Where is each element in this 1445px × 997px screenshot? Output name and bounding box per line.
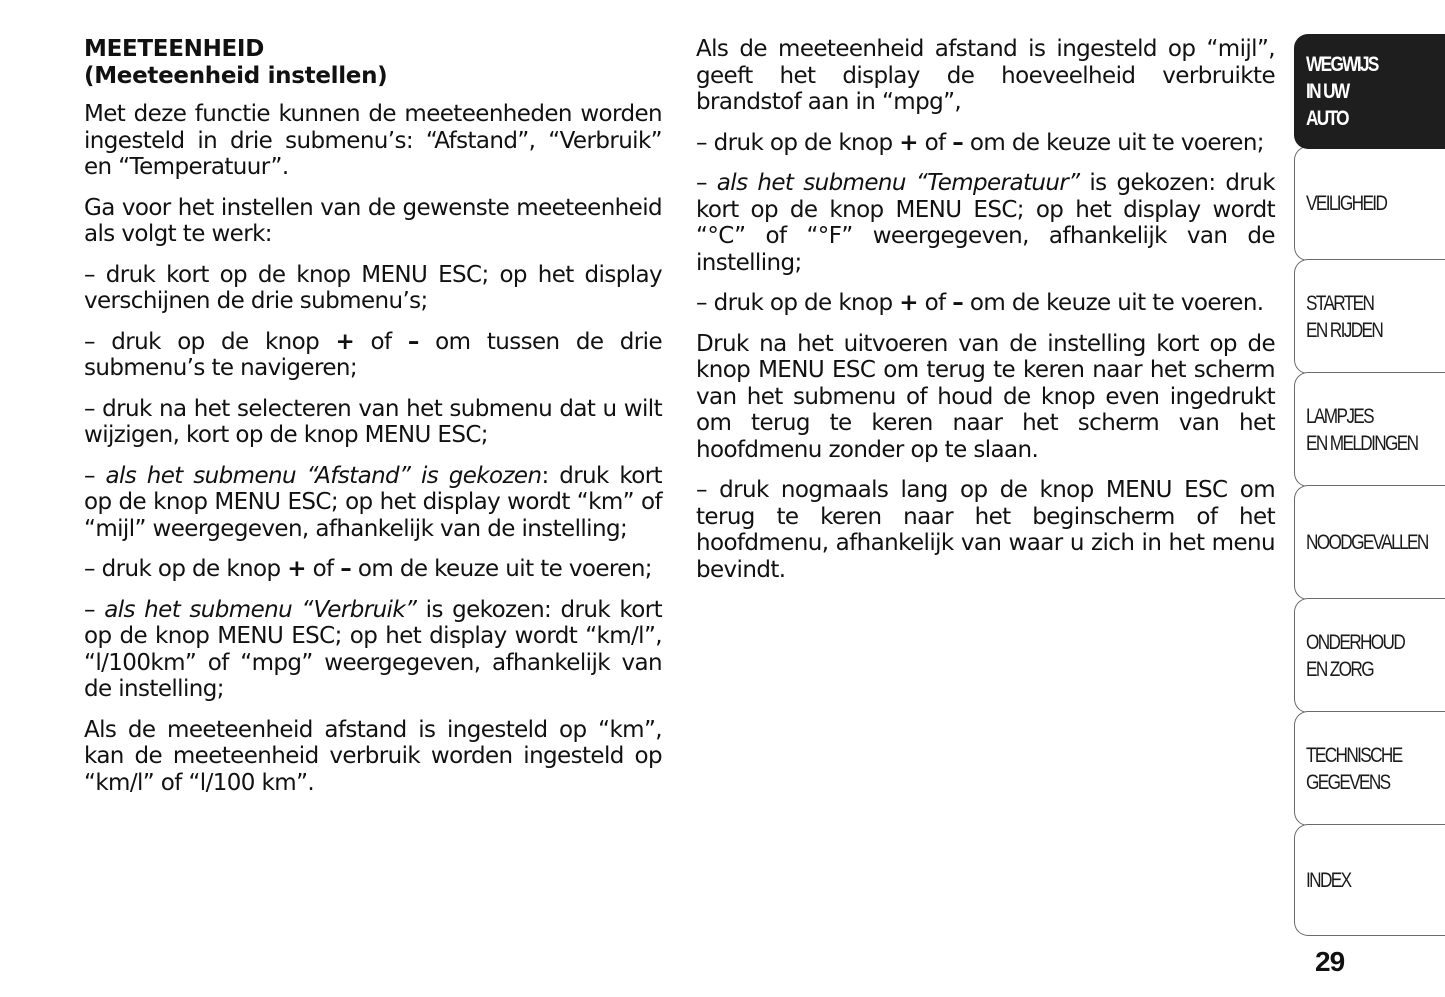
instruction-step [696, 130, 1275, 157]
page-number: 29 [1315, 946, 1345, 977]
step-text: is gekozen: druk kort op de knop MENU ESC; op het display wordt “°C” of “°F” weergegeven, afhankelijk van de instelling; [696, 170, 1275, 276]
tab-lampjes-en-meldingen[interactable] [1294, 372, 1445, 487]
tab-label: GEGEVENS [1306, 770, 1390, 794]
tab-label: LAMPJES [1306, 404, 1373, 428]
tab-index[interactable] [1294, 824, 1445, 936]
tab-label: IN UW [1306, 80, 1349, 103]
section-heading [84, 36, 662, 89]
tab-veiligheid[interactable] [1294, 146, 1445, 261]
plus-symbol: + [287, 556, 306, 582]
heading-title: MEETEENHEID [84, 36, 264, 62]
minus-symbol: – [952, 290, 964, 316]
tab-label: STARTEN [1306, 291, 1374, 315]
paragraph: Als de meeteenheid afstand is ingesteld op “mijl”, geeft het display de hoeveelheid verbruikte brandstof aan in “mpg”, [696, 36, 1275, 115]
instruction-step [696, 170, 1275, 276]
step-text: – druk op de knop [84, 556, 288, 582]
paragraph: Druk na het uitvoeren van de instelling kort op de knop MENU ESC om terug te keren naar het scherm van het submenu of houd de knop even ingedrukt om terug te keren naar het scherm van het hoofdmenu zonder op te slaan. [696, 330, 1275, 463]
heading-subtitle: (Meeteenheid instellen) [84, 62, 388, 89]
tab-noodgevallen[interactable] [1294, 485, 1445, 600]
step-text: of [917, 129, 953, 156]
step-text: om de keuze uit te voeren; [963, 129, 1264, 156]
paragraph: Ga voor het instellen van de gewenste meeteenheid als volgt te werk: [84, 194, 662, 247]
step-text: of [354, 328, 408, 355]
tab-starten-en-rijden[interactable] [1294, 259, 1445, 374]
instruction-step [84, 597, 662, 703]
step-text: – druk op de knop [696, 129, 900, 156]
step-text: om de keuze uit te voeren; [351, 556, 652, 582]
minus-symbol: – [952, 129, 964, 156]
instruction-step [84, 329, 662, 382]
step-text: – druk op de knop [696, 290, 900, 316]
minus-symbol: – [340, 556, 352, 582]
tab-label: EN ZORG [1306, 657, 1373, 681]
tab-label: AUTO [1306, 107, 1348, 130]
step-text: is gekozen: druk kort op de knop MENU ESC; op het display wordt “km/l”, “l/100km” of “mpg” weergegeven, afhankelijk van de instelling; [84, 596, 662, 702]
minus-symbol: – [407, 328, 419, 355]
paragraph: Met deze functie kunnen de meeteenheden worden ingesteld in drie submenu’s: “Afstand”, “Verbruik” en “Temperatuur”. [84, 101, 662, 180]
tab-technische-gegevens[interactable] [1294, 711, 1445, 826]
tab-label: ONDERHOUD [1306, 630, 1405, 654]
left-column [84, 36, 662, 796]
submenu-condition: als het submenu “Temperatuur” [716, 170, 1080, 196]
tab-label: WEGWIJS [1306, 53, 1378, 76]
instruction-step: – druk kort op de knop MENU ESC; op het display verschijnen de drie submenu’s; [84, 261, 662, 314]
tab-label: EN RIJDEN [1306, 318, 1383, 342]
step-text: – [84, 462, 106, 489]
tab-wegwijs-in-uw-auto[interactable] [1294, 34, 1445, 149]
plus-symbol: + [899, 290, 918, 316]
instruction-step: – druk nogmaals lang op de knop MENU ESC om terug te keren naar het beginscherm of het hoofdmenu, afhankelijk van waar u zich in het menu bevindt. [696, 477, 1275, 583]
plus-symbol: + [335, 328, 355, 355]
plus-symbol: + [899, 129, 918, 156]
instruction-step [696, 290, 1275, 317]
step-text: om tussen de drie submenu’s te navigeren; [84, 328, 662, 381]
step-text: om de keuze uit te voeren. [963, 290, 1264, 316]
tab-label: NOODGEVALLEN [1306, 531, 1428, 554]
step-text: of [305, 556, 341, 582]
right-column [696, 36, 1275, 583]
instruction-step: – druk na het selecteren van het submenu dat u wilt wijzigen, kort op de knop MENU ESC; [84, 395, 662, 448]
submenu-condition: als het submenu “Afstand” is gekozen [105, 462, 542, 489]
tab-onderhoud-en-zorg[interactable] [1294, 598, 1445, 713]
tab-label: EN MELDINGEN [1306, 431, 1418, 455]
submenu-condition: als het submenu “Verbruik” [104, 596, 417, 623]
step-text: – druk op de knop [84, 328, 336, 355]
tab-label: VEILIGHEID [1306, 192, 1387, 215]
instruction-step [84, 556, 662, 583]
step-text: – [84, 596, 105, 623]
tab-label: INDEX [1306, 868, 1351, 892]
tab-label: TECHNISCHE [1306, 743, 1402, 767]
instruction-step [84, 463, 662, 543]
step-text: : druk kort op de knop MENU ESC; op het display wordt “km” of “mijl” weergegeven, afhankelijk van de instelling; [84, 462, 662, 542]
step-text: – [696, 170, 717, 196]
paragraph: Als de meeteenheid afstand is ingesteld op “km”, kan de meeteenheid verbruik worden ingesteld op “km/l” of “l/100 km”. [84, 716, 662, 796]
step-text: of [917, 290, 953, 316]
